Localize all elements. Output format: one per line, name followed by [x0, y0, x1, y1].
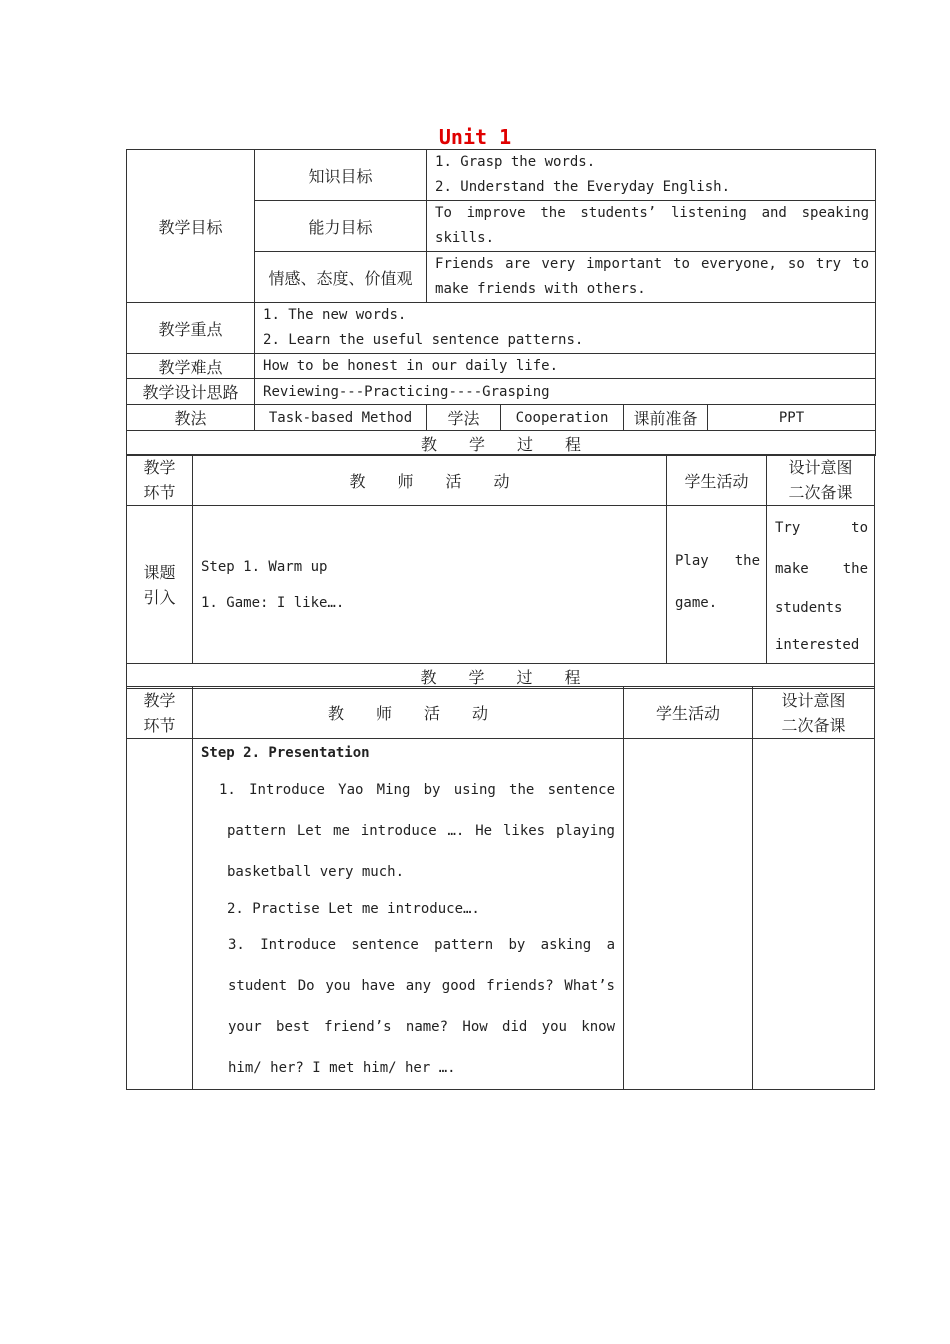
step1-activity	[193, 506, 667, 664]
step1-title: Step 1. Warm up	[201, 558, 328, 575]
process-header: 教 学 过 程	[127, 431, 876, 456]
knowledge-item: 2. Understand the Everyday English.	[435, 179, 731, 195]
step2-item2: 2. Practise Let me introduce….	[227, 901, 480, 917]
emotion-goals	[427, 252, 876, 303]
design-text: Reviewing---Practicing----Grasping	[255, 379, 876, 405]
empty-stage-cell	[127, 739, 193, 1090]
empty-intent-cell	[753, 739, 875, 1090]
knowledge-goals	[427, 150, 876, 201]
step1-student: Play the game.	[667, 506, 767, 664]
step2-title: Step 2. Presentation	[201, 745, 370, 761]
emotion-label: 情感、态度、价值观	[255, 252, 427, 303]
lesson-plan-table	[126, 149, 876, 456]
teacher-header: 教 师 活 动	[193, 455, 667, 506]
step2-activity	[193, 739, 624, 1090]
intent-header: 设计意图 二次备课	[767, 455, 875, 506]
ability-text: skills.	[435, 230, 495, 246]
student-header: 学生活动	[667, 455, 767, 506]
process-header-2: 教 学 过 程	[127, 664, 875, 689]
prep-value: PPT	[708, 405, 876, 431]
stage-header: 教学 环节	[127, 687, 193, 739]
step2-item3: 3. Introduce sentence pattern by asking a student Do you have any good friends? What’s your best friend’s name? How did you know him/ her? I met him/ her ….	[228, 937, 615, 1076]
process-table-1	[126, 454, 875, 689]
method-label: 教法	[127, 405, 255, 431]
intro-stage: 课题 引入	[127, 506, 193, 664]
design-label: 教学设计思路	[127, 379, 255, 405]
step2-item1: 1. Introduce Yao Ming by using the sentence pattern Let me introduce …. He likes playing basketball very much.	[219, 782, 615, 880]
ability-goals	[427, 201, 876, 252]
ability-text: To improve the students’ listening and speaking	[435, 205, 870, 221]
emotion-text: make friends with others.	[435, 281, 646, 297]
knowledge-item: 1. Grasp the words.	[435, 154, 596, 170]
study-value: Cooperation	[501, 405, 624, 431]
stage-header: 教学 环节	[127, 455, 193, 506]
key-label: 教学重点	[127, 303, 255, 354]
student-header: 学生活动	[624, 687, 753, 739]
emotion-text: Friends are very important to everyone, so try to	[435, 256, 870, 272]
step1-item: 1. Game: I like….	[201, 594, 345, 611]
teacher-header: 教 师 活 动	[193, 687, 624, 739]
knowledge-label: 知识目标	[255, 150, 427, 201]
key-item: 2. Learn the useful sentence patterns.	[263, 332, 584, 348]
goals-label: 教学目标	[127, 150, 255, 303]
key-points	[255, 303, 876, 354]
process-table-2	[126, 686, 875, 1090]
difficult-text: How to be honest in our daily life.	[255, 354, 876, 379]
step1-intent: Try to make the students interested	[767, 506, 875, 664]
empty-student-cell	[624, 739, 753, 1090]
page-title: Unit 1	[438, 125, 512, 149]
ability-label: 能力目标	[255, 201, 427, 252]
prep-label: 课前准备	[624, 405, 708, 431]
key-item: 1. The new words.	[263, 307, 407, 323]
study-label: 学法	[427, 405, 501, 431]
intent-header: 设计意图 二次备课	[753, 687, 875, 739]
difficult-label: 教学难点	[127, 354, 255, 379]
method-value: Task-based Method	[255, 405, 427, 431]
